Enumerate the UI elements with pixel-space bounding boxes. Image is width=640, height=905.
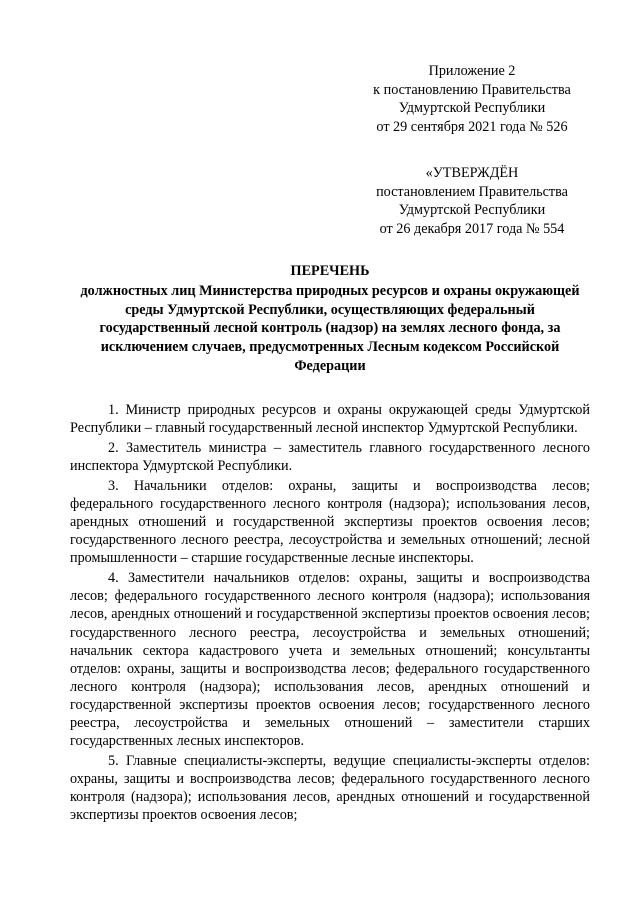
approved-government: Удмуртской Республики — [398, 202, 546, 219]
approval-stamp — [356, 164, 588, 238]
document-title — [70, 262, 590, 376]
list-item: 4. Заместители начальников отделов: охраны, защиты и воспроизводства лесов; федерального государственного лесного контроля (надзора); использования лесов, арендных отношений и государственной экспертизы проектов освоения лесов; государственного лесного реестра, лесоустройства и земельных отношений; начальник сектора кадастрового учета и земельных отношений; консультанты отделов: охраны, защиты и воспроизводства лесов; федерального государственного лесного контроля (надзора); использования лесов, арендных отношений и государственной экспертизы проектов освоения лесов; государственного лесного реестра, лесоустройства и земельных отношений – заместители старших государственных лесных инспекторов. — [70, 570, 590, 750]
title-subtitle: должностных лиц Министерства природных ресурсов и охраны окружающей среды Удмуртской Республики, осуществляющих федеральный государственный лесной контроль (надзор) на землях лесного фонда, за исключением случаев, предусмотренных Лесным кодексом Российской Федерации — [80, 282, 580, 374]
title-heading: ПЕРЕЧЕНЬ — [290, 263, 370, 279]
list-item: 3. Начальники отделов: охраны, защиты и воспроизводства лесов; федерального государственного лесного контроля (надзора); использования лесов, арендных отношений и государственной экспертизы проектов освоения лесов; государственного лесного реестра, лесоустройства и земельных отношений; лесной промышленности – старшие государственные лесные инспекторы. — [70, 477, 590, 567]
approved-label: «УТВЕРЖДЁН — [425, 165, 519, 181]
document-body — [70, 401, 590, 826]
list-item: 5. Главные специалисты-эксперты, ведущие специалисты-эксперты отделов: охраны, защиты и воспроизводства лесов; федерального государственного лесного контроля (надзора); использования лесов, арендных отношений и государственной экспертизы проектов освоения лесов; — [70, 752, 590, 824]
approved-date: от 26 декабря 2017 года № 554 — [379, 220, 565, 237]
list-item: 1. Министр природных ресурсов и охраны окружающей среды Удмуртской Республики – главный государственный лесной инспектор Удмуртской Республики. — [70, 402, 590, 437]
appendix-number: Приложение 2 — [428, 63, 516, 79]
appendix-date: от 29 сентября 2021 года № 526 — [376, 118, 568, 135]
approved-by: постановлением Правительства — [376, 183, 568, 200]
appendix-government: Удмуртской Республики — [398, 100, 546, 117]
list-item: 2. Заместитель министра – заместитель главного государственного лесного инспектора Удмуртской Республики. — [70, 439, 590, 475]
appendix-header — [356, 62, 588, 136]
appendix-reference: к постановлению Правительства — [373, 81, 571, 98]
